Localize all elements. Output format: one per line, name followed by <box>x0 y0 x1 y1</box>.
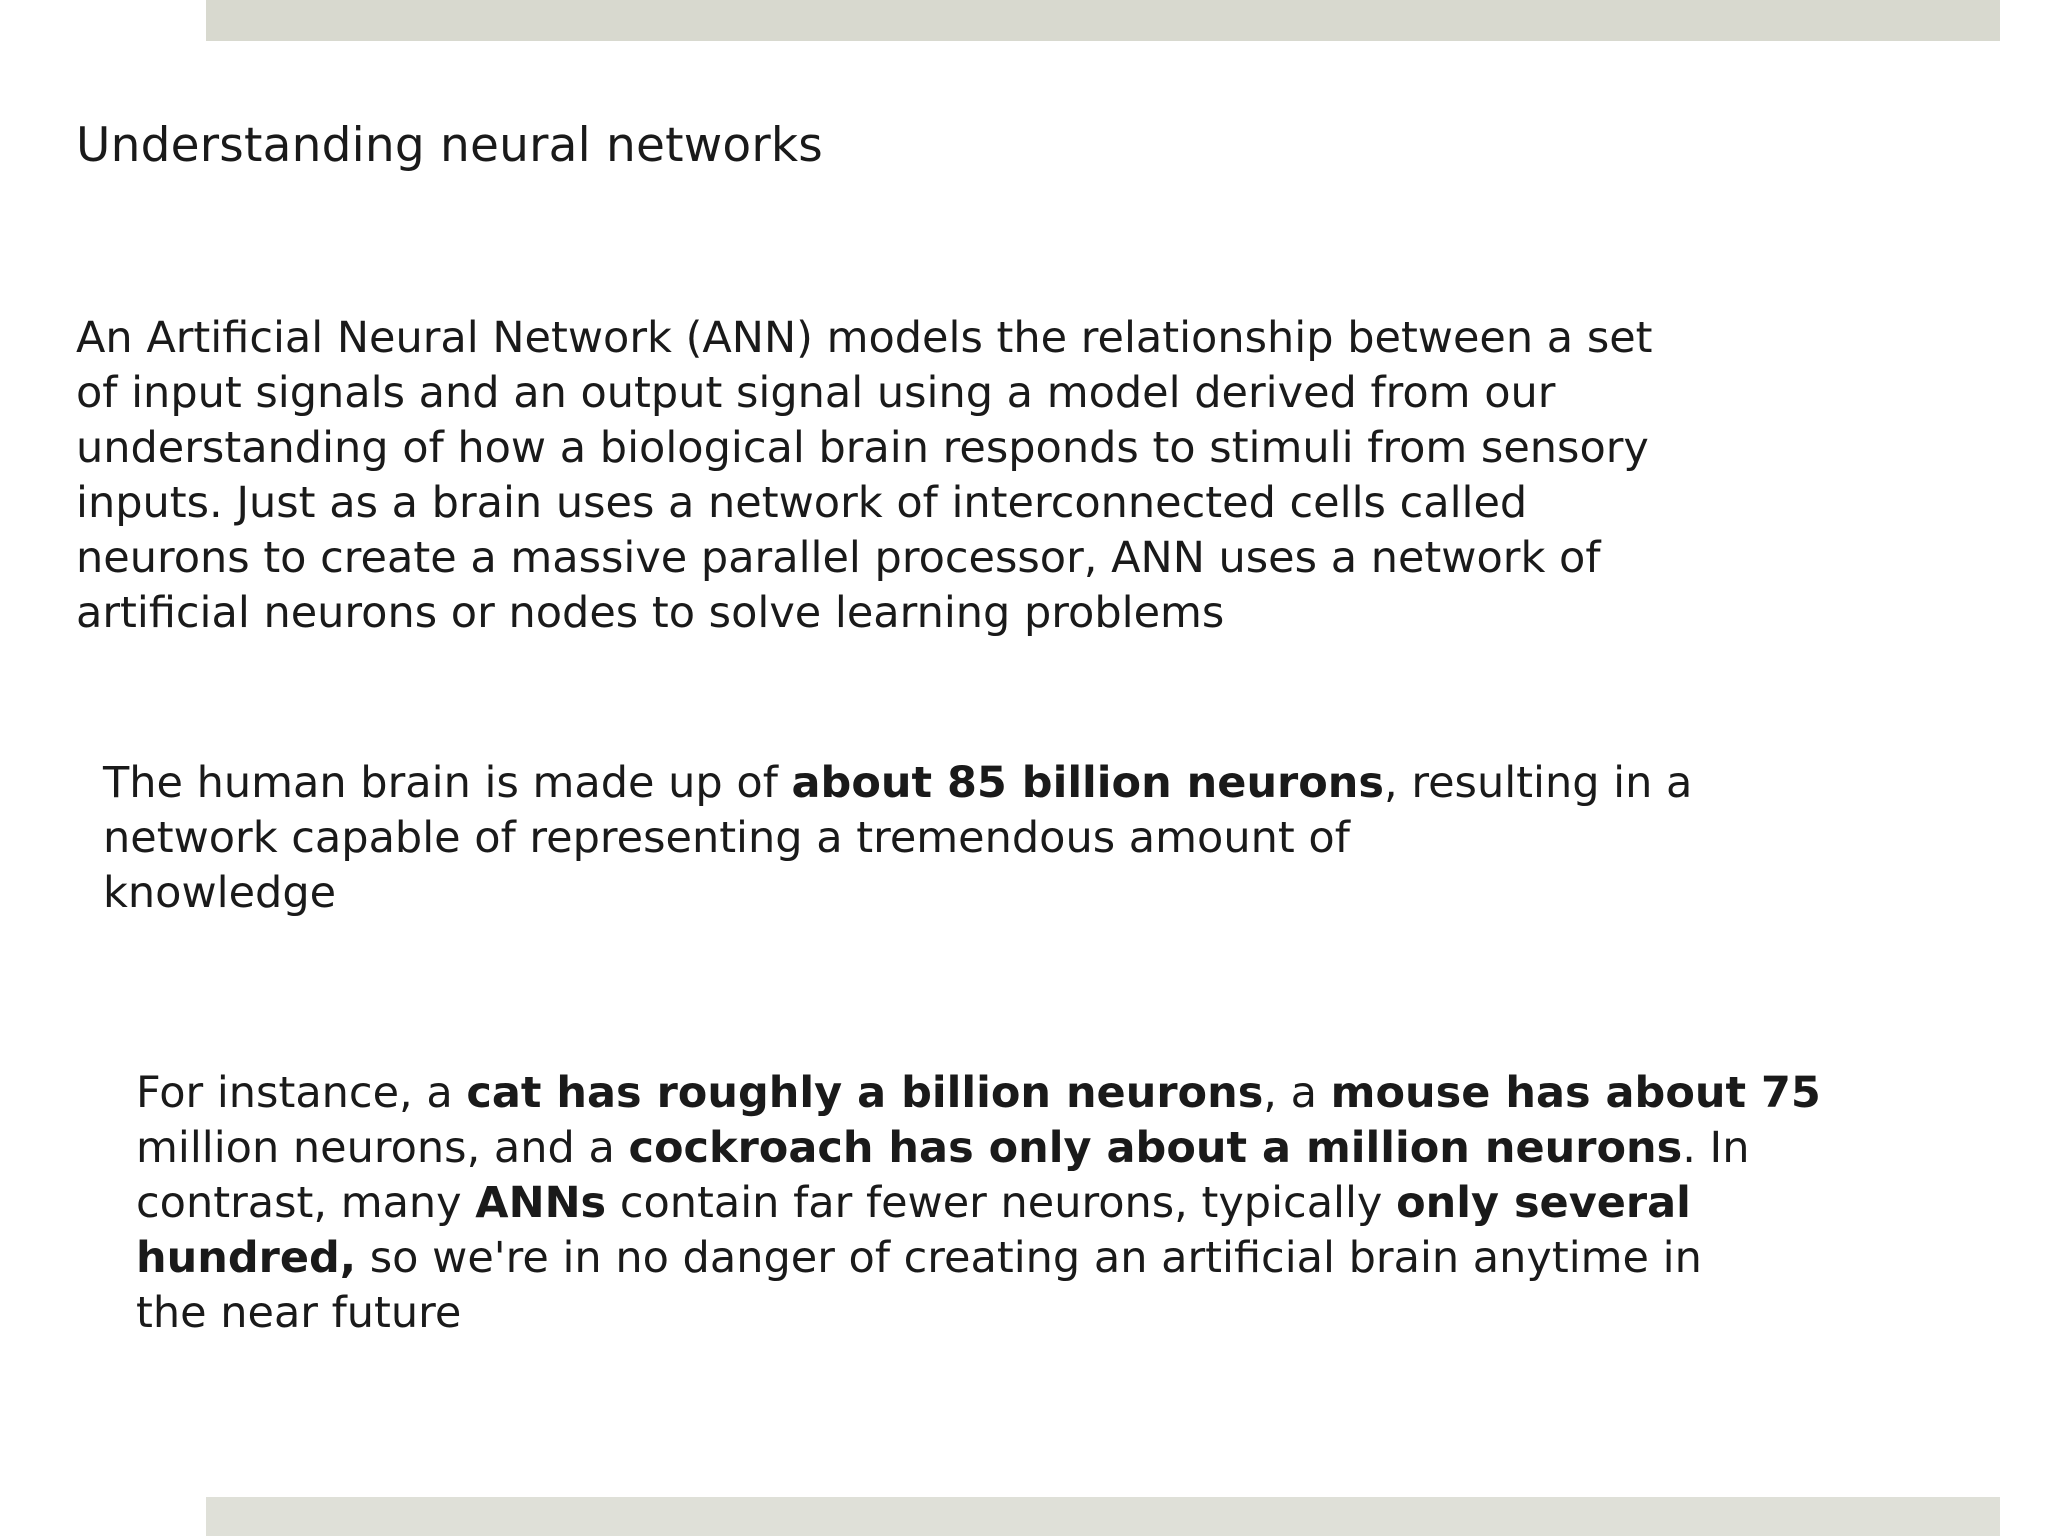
paragraph-line <box>103 756 1692 811</box>
paragraph-line <box>136 1066 1821 1121</box>
text-run: so we're in no danger of creating an artificial brain anytime in <box>356 1233 1702 1283</box>
paragraph-human-brain <box>103 756 1692 921</box>
paragraph-line <box>136 1121 1821 1176</box>
paragraph-line: network capable of representing a tremendous amount of <box>103 813 1350 863</box>
top-decorative-band <box>206 0 2000 41</box>
paragraph-line: the near future <box>136 1288 462 1338</box>
paragraph-line: knowledge <box>103 868 337 918</box>
paragraph-line: artificial neurons or nodes to solve learning problems <box>76 588 1225 638</box>
bold-text-run: hundred, <box>136 1233 357 1283</box>
paragraph-line: neurons to create a massive parallel processor, ANN uses a network of <box>76 533 1601 583</box>
paragraph-ann-definition <box>76 311 1653 641</box>
text-run: The human brain is made up of <box>103 758 792 808</box>
paragraph-line: inputs. Just as a brain uses a network of interconnected cells called <box>76 478 1528 528</box>
slide-title: Understanding neural networks <box>76 118 823 173</box>
text-run: , resulting in a <box>1384 758 1693 808</box>
paragraph-animal-comparison <box>136 1066 1821 1341</box>
paragraph-line <box>136 1176 1821 1231</box>
bottom-decorative-band <box>206 1497 2000 1536</box>
paragraph-line <box>136 1231 1821 1286</box>
text-run: million neurons, and a <box>136 1123 629 1173</box>
paragraph-line: An Artificial Neural Network (ANN) models the relationship between a set <box>76 313 1653 363</box>
text-run: contain far fewer neurons, typically <box>606 1178 1397 1228</box>
paragraph-line: of input signals and an output signal using a model derived from our <box>76 368 1556 418</box>
text-run: , a <box>1263 1068 1331 1118</box>
bold-text-run: mouse has about 75 <box>1330 1068 1821 1118</box>
bold-text-run: ANNs <box>475 1178 607 1228</box>
bold-text-run: cockroach has only about a million neurons <box>628 1123 1683 1173</box>
bold-text-run: about 85 billion neurons <box>791 758 1385 808</box>
paragraph-line: understanding of how a biological brain responds to stimuli from sensory <box>76 423 1649 473</box>
text-run: . In <box>1682 1123 1750 1173</box>
text-run: For instance, a <box>136 1068 467 1118</box>
text-run: contrast, many <box>136 1178 476 1228</box>
bold-text-run: cat has roughly a billion neurons <box>466 1068 1264 1118</box>
bold-text-run: only several <box>1396 1178 1691 1228</box>
